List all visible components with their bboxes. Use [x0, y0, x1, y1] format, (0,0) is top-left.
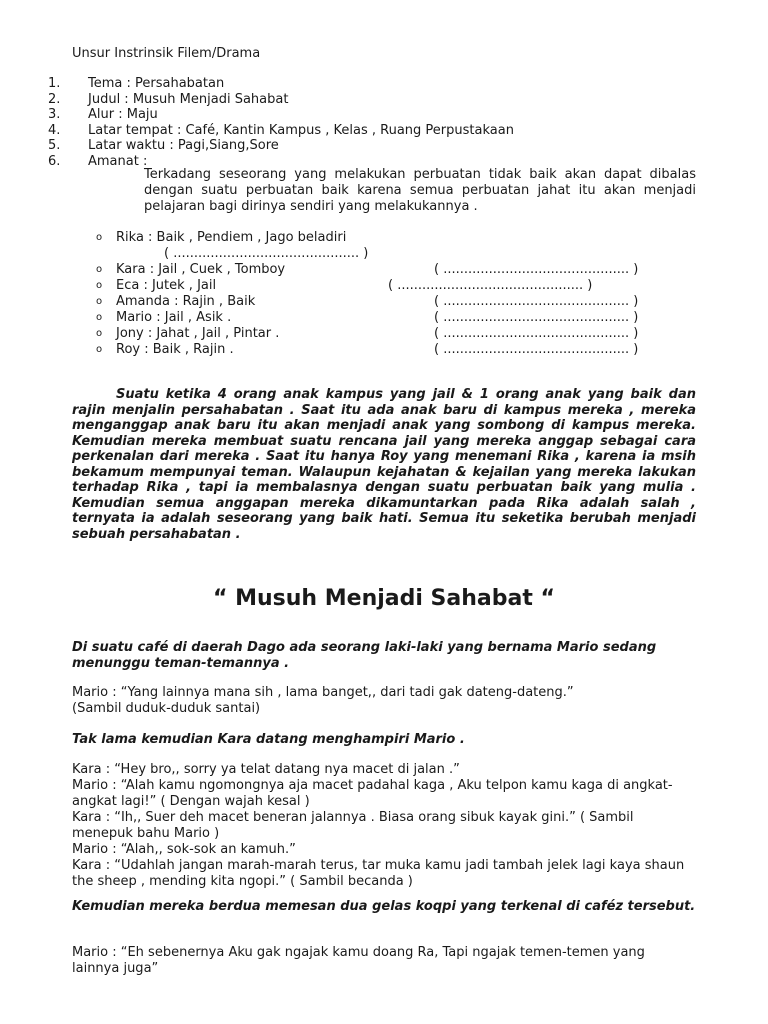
item-text: Amanat : — [88, 153, 148, 169]
dialogue-line: Mario : “Yang lainnya mana sih , lama banget,, dari tadi gak dateng-dateng.” — [72, 685, 574, 700]
item-number: 1. — [48, 76, 61, 91]
dialogue-line: Mario : “Eh sebenernya Aku gak ngajak kamu doang Ra, Tapi ngajak temen-temen yang lainnya juga” — [72, 945, 645, 976]
character-item — [92, 310, 692, 326]
character-description: Jony : Jahat , Jail , Pintar . — [116, 326, 280, 341]
character-item — [92, 262, 692, 278]
item-number: 3. — [48, 107, 61, 122]
item-text: Latar waktu : Pagi,Siang,Sore — [88, 138, 279, 153]
narration-text: Tak lama kemudian Kara datang menghampiri Mario . — [72, 732, 465, 747]
dialogue-line: Kara : “Hey bro,, sorry ya telat datang nya macet di jalan .” — [72, 762, 460, 777]
item-text: Judul : Musuh Menjadi Sahabat — [88, 91, 289, 107]
amanat-text: Terkadang seseorang yang melakukan perbuatan tidak baik akan dapat dibalas dengan suatu perbuatan baik karena semua perbuatan jahat itu akan menjadi pelajaran bagi dirinya sendiri yang melakukannya . — [144, 167, 696, 214]
character-blank: ( ............................................. ) — [164, 246, 369, 261]
character-description: Amanda : Rajin , Baik — [116, 294, 256, 309]
dialogue-line: Kara : “Ih,, Suer deh macet beneran jalannya . Biasa orang sibuk kayak gini.” ( Sambil menepuk bahu Mario ) — [72, 810, 634, 841]
dialogue-line: Mario : “Alah,, sok-sok an kamuh.” — [72, 842, 296, 857]
character-item — [92, 230, 692, 262]
synopsis-paragraph — [72, 387, 696, 542]
character-description: Roy : Baik , Rajin . — [116, 342, 234, 357]
dialogue-block-1 — [72, 685, 696, 717]
narration-2 — [72, 732, 696, 748]
character-blank: ( ............................................. ) — [388, 278, 593, 293]
item-number: 5. — [48, 138, 61, 153]
character-blank: ( ............................................. ) — [434, 342, 639, 357]
narration-3 — [72, 899, 696, 915]
dialogue-line: Mario : “Alah kamu ngomongnya aja macet padahal kaga , Aku telpon kamu kaga di angkat-angkat lagi!” ( Dengan wajah kesal ) — [72, 778, 673, 809]
item-text: Alur : Maju — [88, 107, 158, 122]
bullet-icon: o — [96, 296, 103, 307]
bullet-icon: o — [96, 312, 103, 323]
dialogue-block-3 — [72, 945, 696, 977]
character-item — [92, 278, 692, 294]
bullet-icon: o — [96, 232, 103, 243]
narration-text: Kemudian mereka berdua memesan dua gelas koqpi yang terkenal di caféz tersebut. — [72, 899, 696, 914]
character-description: Mario : Jail , Asik . — [116, 310, 232, 325]
item-number: 4. — [48, 122, 61, 138]
narration-text: Di suatu café di daerah Dago ada seorang laki-laki yang bernama Mario sedang menunggu teman-temannya . — [72, 640, 657, 671]
character-blank: ( ............................................. ) — [434, 262, 639, 277]
character-blank: ( ............................................. ) — [434, 326, 639, 341]
narration-1 — [72, 640, 696, 672]
synopsis-text: Suatu ketika 4 orang anak kampus yang jail & 1 orang anak yang baik dan rajin menjalin persahabatan . Saat itu ada anak baru di kampus mereka , mereka menganggap anak baru itu akan menjadi anak yang sombong di kampus mereka. Kemudian mereka membuat suatu rencana jail yang mereka anggap sebagai cara perkenalan dari mereka . Saat itu hanya Roy yang menemani Rika , karena ia msih bekamum mempunyai teman. Walaupun kejahatan & kejailan yang mereka lakukan terhadap Rika , tapi ia membalasnya dengan suatu perbuatan baik yang mulia . Kemudian semua anggapan mereka dikamuntarkan pada Rika adalah salah , ternyata ia adalah seseorang yang baik hati. Semua itu seketika berubah menjadi sebuah persahabatan . — [72, 387, 696, 542]
character-blank: ( ............................................. ) — [434, 294, 639, 309]
item-text: Tema : Persahabatan — [88, 76, 225, 91]
character-list — [92, 230, 692, 358]
script-title: “ Musuh Menjadi Sahabat “ — [213, 586, 555, 611]
dialogue-line: Kara : “Udahlah jangan marah-marah terus, tar muka kamu jadi tambah jelek lagi kaya shaun the sheep , mending kita ngopi.” ( Sambil becanda ) — [72, 858, 685, 889]
character-blank: ( ............................................. ) — [434, 310, 639, 325]
stage-direction: (Sambil duduk-duduk santai) — [72, 701, 261, 716]
bullet-icon: o — [96, 280, 103, 291]
character-description: Rika : Baik , Pendiem , Jago beladiri — [116, 230, 347, 245]
bullet-icon: o — [96, 344, 103, 355]
item-number: 2. — [48, 91, 61, 107]
character-item — [92, 326, 692, 342]
amanat-paragraph — [144, 167, 696, 215]
character-item — [92, 294, 692, 310]
character-description: Kara : Jail , Cuek , Tomboy — [116, 262, 286, 277]
item-text: Latar tempat : Café, Kantin Kampus , Kelas , Ruang Perpustakaan — [88, 122, 514, 138]
character-description: Eca : Jutek , Jail — [116, 278, 217, 293]
dialogue-block-2 — [72, 762, 696, 890]
bullet-icon: o — [96, 328, 103, 339]
item-number: 6. — [48, 153, 61, 169]
document-heading: Unsur Instrinsik Filem/Drama — [72, 46, 261, 61]
character-item — [92, 342, 692, 358]
bullet-icon: o — [96, 264, 103, 275]
